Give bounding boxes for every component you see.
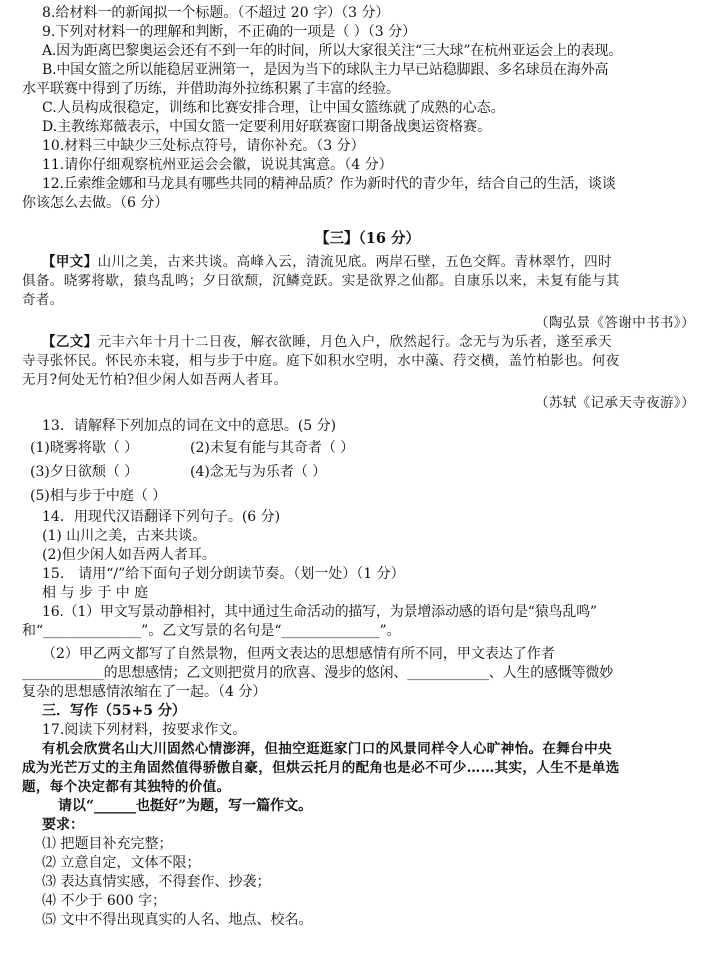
question-11: 11.请你仔细观察杭州亚运会会徽，说说其寓意。（4 分） bbox=[42, 157, 393, 173]
material-line-2: 成为光芒万丈的主角固然值得骄傲自豪，但烘云托月的配角也是必不可少……其实，人生不是单选 bbox=[22, 760, 620, 776]
question-14-item-2: (2)但少闲人如吾两人者耳。 bbox=[42, 547, 216, 563]
question-13 bbox=[22, 417, 713, 508]
option-a: A.因为距离巴黎奥运会还有不到一年的时间，所以大家很关注“三大球”在杭州亚运会上的表现。 bbox=[42, 43, 623, 59]
section-3-title: 【三】（16 分） bbox=[315, 230, 420, 247]
passage-b-line-1: 【乙文】元丰六年十月十二日夜，解衣欲睡，月色入户，欣然起行。念无与为乐者，遂至承天 bbox=[42, 334, 612, 350]
question-16 bbox=[22, 603, 713, 702]
requirement-4: ⑷ 不少于 600 字； bbox=[42, 893, 167, 909]
q13-item-3: (3)夕日欲颓（ ） bbox=[30, 464, 139, 480]
passage-a-source: （陶弘景《答谢中书书》） bbox=[534, 315, 695, 331]
requirement-2: ⑵ 立意自定，文体不限； bbox=[42, 855, 201, 871]
q13-row-2 bbox=[22, 460, 713, 484]
questions-8-12 bbox=[22, 4, 713, 213]
passage-a-label: 【甲文】 bbox=[42, 254, 98, 270]
passage-b-line-3: 无月?何处无竹柏?但少闲人如吾两人者耳。 bbox=[22, 372, 288, 388]
passage-a-line-1: 【甲文】山川之美，古来共谈。高峰入云，清流见底。两岸石壁，五色交辉。青林翠竹，四时 bbox=[42, 254, 612, 270]
question-14-item-1: (1) 山川之美，古来共谈。 bbox=[42, 528, 207, 544]
question-17: 17.阅读下列材料，按要求作文。 bbox=[42, 722, 247, 738]
option-b: B.中国女篮之所以能稳居亚洲第一，是因为当下的球队主力早已站稳脚跟、多名球员在海外高 bbox=[42, 62, 609, 78]
writing-prompt: 请以“______也挺好”为题，写一篇作文。 bbox=[58, 798, 313, 814]
question-16-line-3: （2）甲乙两文都写了自然景物，但两文表达的思想感情有所不同，甲文表达了作者 bbox=[42, 646, 555, 662]
option-d: D.主教练郑薇表示，中国女篮一定要利用好联赛窗口期备战奥运资格赛。 bbox=[42, 119, 492, 135]
option-c: C.人员构成很稳定，训练和比赛安排合理，让中国女篮练就了成熟的心态。 bbox=[42, 100, 505, 116]
q13-row-3 bbox=[22, 484, 713, 508]
passage-a-line-2: 俱备。晓雾将歇，猿鸟乱鸣；夕日欲颓，沉鳞竞跃。实是欲界之仙都。自康乐以来，未复有能与其 bbox=[22, 273, 620, 289]
question-16-line-4: ____________的思想感情；乙文则把赏月的欣喜、漫步的悠闲、____________、人生的感慨等微妙 bbox=[22, 665, 613, 681]
requirement-5: ⑸ 文中不得出现真实的人名、地点、校名。 bbox=[42, 912, 313, 928]
passage-b bbox=[22, 333, 713, 413]
q13-row-1 bbox=[22, 436, 713, 460]
question-15-stem: 15． 请用“/”给下面句子划分朗读节奏。（划一处）（1 分） bbox=[42, 566, 405, 582]
requirements-title: 要求： bbox=[42, 817, 84, 833]
writing-section bbox=[22, 702, 713, 930]
option-b-cont: 水平联赛中得到了历练，并借助海外拉练积累了丰富的经验。 bbox=[22, 81, 400, 97]
passage-b-line-2: 寺寻张怀民。怀民亦未寝，相与步于中庭。庭下如积水空明，水中藻、荇交横，盖竹柏影也。何夜 bbox=[22, 353, 620, 369]
question-16-line-2: 和“______________”。乙文写景的名句是“______________”。 bbox=[22, 623, 401, 639]
question-15 bbox=[22, 565, 713, 603]
writing-title: 三．写作（55+5 分） bbox=[42, 703, 186, 719]
requirement-3: ⑶ 表达真情实感，不得套作、抄袭； bbox=[42, 874, 271, 890]
question-10: 10.材料三中缺少三处标点符号，请你补充。（3 分） bbox=[42, 138, 365, 154]
material-line-3: 题，每个决定都有其独特的价值。 bbox=[22, 779, 231, 795]
passage-b-source: （苏轼《记承天寺夜游》） bbox=[534, 395, 695, 411]
question-16-line-5: 复杂的思想感情浓缩在了一起。（4 分） bbox=[22, 684, 267, 700]
question-16-line-1: 16.（1）甲文写景动静相衬，其中通过生命活动的描写，为景增添动感的语句是“猿鸟乱鸣” bbox=[42, 604, 597, 620]
question-8: 8.给材料一的新闻拟一个标题。（不超过 20 字）（3 分） bbox=[42, 5, 390, 21]
question-13-stem: 13．请解释下列加点的词在文中的意思。(5 分) bbox=[42, 418, 337, 434]
question-15-sentence: 相 与 步 于 中 庭 bbox=[42, 585, 149, 601]
passage-b-label: 【乙文】 bbox=[42, 334, 98, 350]
q13-item-2: (2)未复有能与其奇者（ ） bbox=[190, 440, 355, 456]
question-14-stem: 14．用现代汉语翻译下列句子。(6 分) bbox=[42, 509, 281, 525]
passage-a-line-3: 奇者。 bbox=[22, 292, 64, 308]
material-line-1: 有机会欣赏名山大川固然心情澎湃，但抽空逛逛家门口的风景同样令人心旷神怡。在舞台中央 bbox=[42, 741, 612, 757]
question-9: 9.下列对材料一的理解和判断，不正确的一项是（ ）（3 分） bbox=[42, 24, 417, 40]
q13-item-4: (4)念无与为乐者（ ） bbox=[190, 464, 327, 480]
question-14 bbox=[22, 508, 713, 565]
passage-a bbox=[22, 253, 713, 333]
question-12: 12.丘索维金娜和马龙具有哪些共同的精神品质？作为新时代的青少年，结合自己的生活，谈谈 bbox=[42, 176, 616, 192]
question-12-cont: 你该怎么去做。（6 分） bbox=[22, 195, 169, 211]
q13-item-5: (5)相与步于中庭（ ） bbox=[30, 488, 167, 504]
requirement-1: ⑴ 把题目补充完整； bbox=[42, 836, 173, 852]
q13-item-1: (1)晓雾将歇（ ） bbox=[30, 440, 139, 456]
